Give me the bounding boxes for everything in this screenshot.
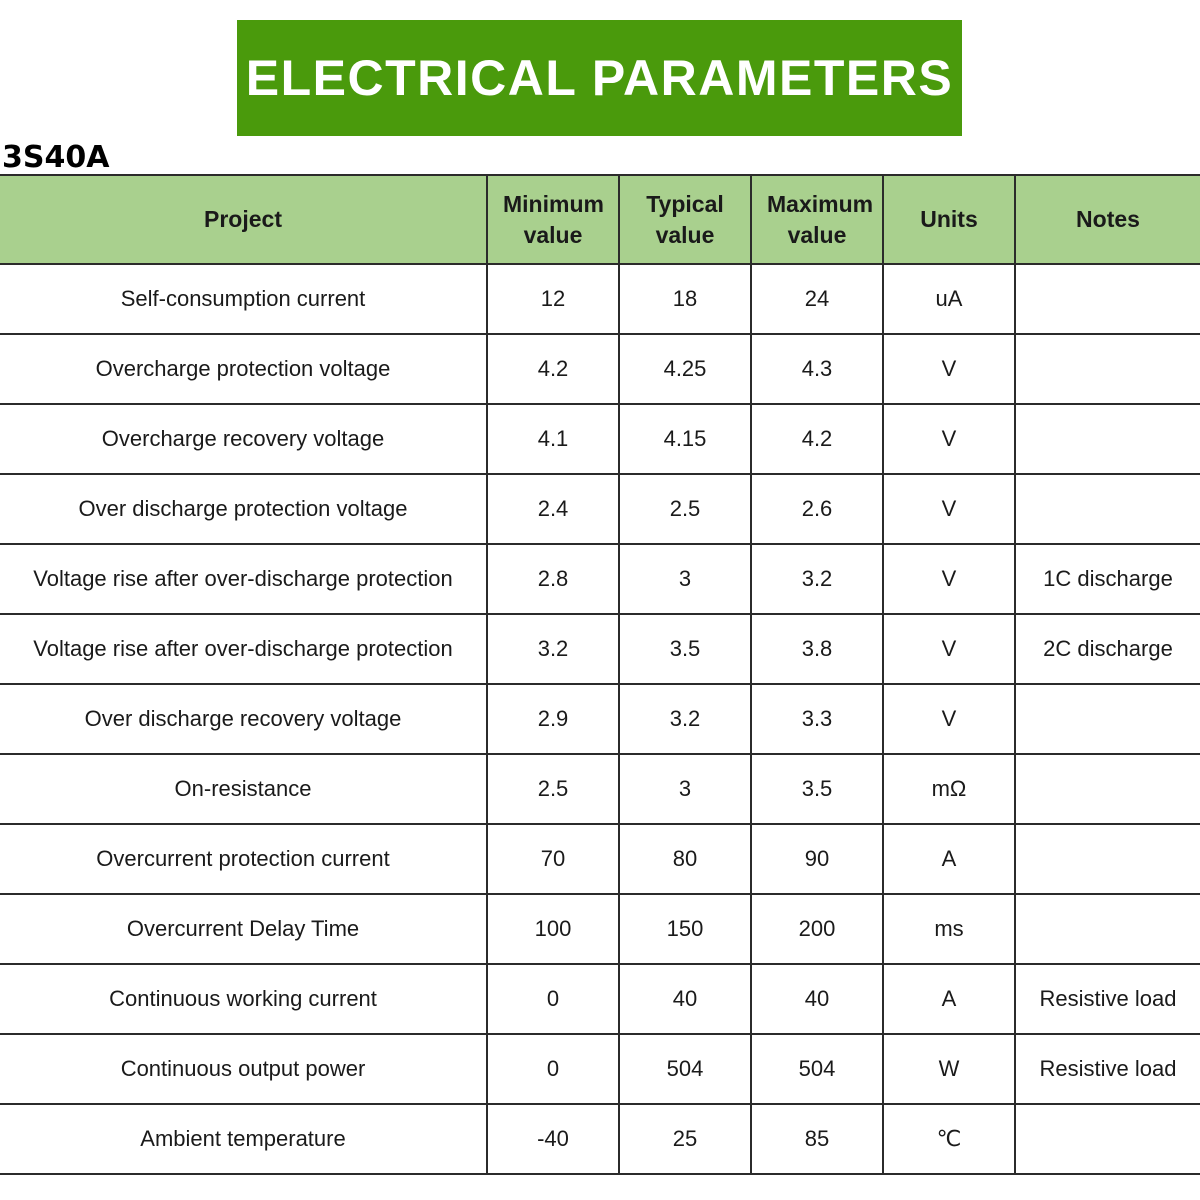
table-row: [0, 404, 1200, 474]
cell-project: Over discharge protection voltage: [0, 474, 487, 544]
cell-maximum-value: 3.3: [751, 684, 883, 754]
cell-maximum-value: 3.2: [751, 544, 883, 614]
cell-maximum-value: 3.8: [751, 614, 883, 684]
header-project: Project: [0, 175, 487, 264]
table-row: [0, 474, 1200, 544]
cell-notes: [1015, 404, 1200, 474]
cell-minimum-value: 12: [487, 264, 619, 334]
cell-typical-value: 4.15: [619, 404, 751, 474]
header-maximum-value-text: Maximum value: [767, 190, 874, 248]
cell-units: V: [883, 334, 1015, 404]
cell-typical-value: 504: [619, 1034, 751, 1104]
cell-units: A: [883, 824, 1015, 894]
cell-notes: [1015, 684, 1200, 754]
cell-units: ℃: [883, 1104, 1015, 1174]
cell-notes: [1015, 264, 1200, 334]
cell-typical-value: 3: [619, 544, 751, 614]
cell-units: mΩ: [883, 754, 1015, 824]
cell-maximum-value: 40: [751, 964, 883, 1034]
cell-project: Voltage rise after over-discharge protection: [0, 614, 487, 684]
cell-project: Continuous working current: [0, 964, 487, 1034]
table-row: [0, 334, 1200, 404]
cell-minimum-value: 2.8: [487, 544, 619, 614]
table-body: [0, 264, 1200, 1174]
cell-typical-value: 25: [619, 1104, 751, 1174]
cell-typical-value: 3: [619, 754, 751, 824]
cell-minimum-value: -40: [487, 1104, 619, 1174]
table-row: [0, 544, 1200, 614]
header-units: Units: [883, 175, 1015, 264]
cell-project: Over discharge recovery voltage: [0, 684, 487, 754]
cell-minimum-value: 4.1: [487, 404, 619, 474]
table-row: [0, 1034, 1200, 1104]
cell-minimum-value: 0: [487, 1034, 619, 1104]
cell-notes: [1015, 824, 1200, 894]
cell-minimum-value: 3.2: [487, 614, 619, 684]
cell-minimum-value: 4.2: [487, 334, 619, 404]
cell-minimum-value: 2.5: [487, 754, 619, 824]
cell-maximum-value: 4.2: [751, 404, 883, 474]
table-header-row: [0, 175, 1200, 264]
table-row: [0, 894, 1200, 964]
cell-typical-value: 18: [619, 264, 751, 334]
cell-maximum-value: 90: [751, 824, 883, 894]
cell-notes: Resistive load: [1015, 1034, 1200, 1104]
cell-project: On-resistance: [0, 754, 487, 824]
cell-maximum-value: 24: [751, 264, 883, 334]
header-minimum-value-text: Minimum value: [503, 190, 604, 248]
cell-typical-value: 3.5: [619, 614, 751, 684]
table-row: [0, 824, 1200, 894]
cell-units: V: [883, 474, 1015, 544]
cell-typical-value: 2.5: [619, 474, 751, 544]
cell-notes: Resistive load: [1015, 964, 1200, 1034]
cell-units: V: [883, 684, 1015, 754]
cell-maximum-value: 85: [751, 1104, 883, 1174]
model-label: 3S40A: [2, 140, 110, 175]
cell-notes: [1015, 334, 1200, 404]
cell-project: Self-consumption current: [0, 264, 487, 334]
cell-minimum-value: 2.4: [487, 474, 619, 544]
cell-project: Overcharge protection voltage: [0, 334, 487, 404]
table-row: [0, 614, 1200, 684]
table-row: [0, 754, 1200, 824]
cell-project: Ambient temperature: [0, 1104, 487, 1174]
header-maximum-value: [751, 175, 883, 264]
cell-maximum-value: 2.6: [751, 474, 883, 544]
cell-notes: 2C discharge: [1015, 614, 1200, 684]
cell-minimum-value: 2.9: [487, 684, 619, 754]
cell-maximum-value: 200: [751, 894, 883, 964]
cell-minimum-value: 100: [487, 894, 619, 964]
cell-maximum-value: 3.5: [751, 754, 883, 824]
header-typical-value-text: Typical value: [646, 190, 724, 248]
table-row: [0, 684, 1200, 754]
cell-notes: [1015, 894, 1200, 964]
cell-notes: [1015, 1104, 1200, 1174]
cell-typical-value: 40: [619, 964, 751, 1034]
cell-units: ms: [883, 894, 1015, 964]
cell-units: V: [883, 614, 1015, 684]
cell-project: Voltage rise after over-discharge protection: [0, 544, 487, 614]
cell-typical-value: 4.25: [619, 334, 751, 404]
cell-minimum-value: 70: [487, 824, 619, 894]
cell-project: Continuous output power: [0, 1034, 487, 1104]
electrical-parameters-table: [0, 174, 1200, 1175]
cell-typical-value: 80: [619, 824, 751, 894]
header-minimum-value: [487, 175, 619, 264]
cell-units: V: [883, 404, 1015, 474]
cell-project: Overcurrent Delay Time: [0, 894, 487, 964]
cell-maximum-value: 4.3: [751, 334, 883, 404]
header-typical-value: [619, 175, 751, 264]
cell-notes: [1015, 474, 1200, 544]
cell-notes: 1C discharge: [1015, 544, 1200, 614]
table-row: [0, 964, 1200, 1034]
cell-units: A: [883, 964, 1015, 1034]
cell-project: Overcharge recovery voltage: [0, 404, 487, 474]
table-row: [0, 264, 1200, 334]
cell-units: W: [883, 1034, 1015, 1104]
cell-typical-value: 3.2: [619, 684, 751, 754]
cell-units: uA: [883, 264, 1015, 334]
cell-maximum-value: 504: [751, 1034, 883, 1104]
cell-minimum-value: 0: [487, 964, 619, 1034]
title-banner: [237, 20, 962, 136]
cell-project: Overcurrent protection current: [0, 824, 487, 894]
header-notes: Notes: [1015, 175, 1200, 264]
cell-typical-value: 150: [619, 894, 751, 964]
cell-notes: [1015, 754, 1200, 824]
page-title: ELECTRICAL PARAMETERS: [245, 50, 954, 106]
table-row: [0, 1104, 1200, 1174]
cell-units: V: [883, 544, 1015, 614]
